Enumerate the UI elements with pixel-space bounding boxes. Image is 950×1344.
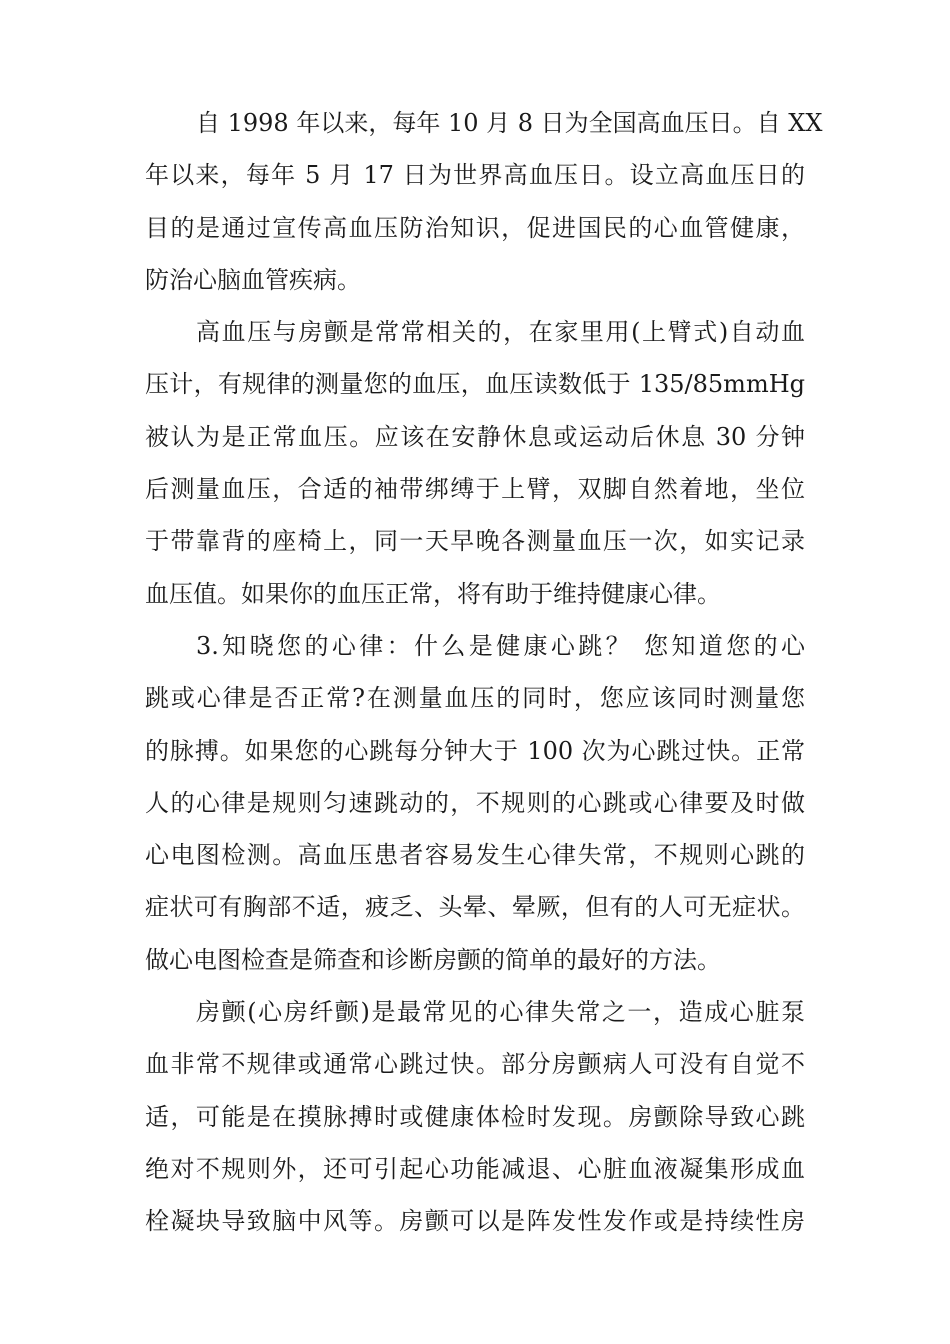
text-line: 心电图检测。高血压患者容易发生心律失常，不规则心跳的 (145, 841, 805, 870)
text-line: 被认为是正常血压。应该在安静休息或运动后休息 30 分钟 (145, 422, 805, 451)
text-line: 压计，有规律的测量您的血压，血压读数低于 135/85mmHg (145, 370, 805, 399)
paragraph-3 (145, 620, 805, 986)
text-line: 血非常不规律或通常心跳过快。部分房颤病人可没有自觉不 (145, 1050, 805, 1079)
text-line: 目的是通过宣传高血压防治知识，促进国民的心血管健康， (145, 213, 805, 242)
text-line: 症状可有胸部不适，疲乏、头晕、晕厥，但有的人可无症状。 (145, 893, 805, 922)
text-line: 跳或心律是否正常?在测量血压的同时，您应该同时测量您 (145, 684, 805, 713)
text-line: 后测量血压，合适的袖带绑缚于上臂，双脚自然着地，坐位 (145, 475, 805, 504)
text-line: 适，可能是在摸脉搏时或健康体检时发现。房颤除导致心跳 (145, 1102, 805, 1131)
text-line: 人的心律是规则匀速跳动的，不规则的心跳或心律要及时做 (145, 788, 805, 817)
text-line: 的脉搏。如果您的心跳每分钟大于 100 次为心跳过快。正常 (145, 736, 805, 765)
text-line: 绝对不规则外，还可引起心功能减退、心脏血液凝集形成血 (145, 1154, 805, 1183)
text-line: 防治心脑血管疾病。 (145, 265, 361, 294)
text-line: 于带靠背的座椅上，同一天早晚各测量血压一次，如实记录 (145, 527, 805, 556)
text-line: 高血压与房颤是常常相关的，在家里用(上臂式)自动血 (196, 318, 805, 347)
paragraph-2 (145, 306, 805, 620)
text-line: 3.知晓您的心律：什么是健康心跳？ 您知道您的心 (196, 631, 805, 660)
document-body (145, 97, 823, 1248)
text-line: 自 1998 年以来，每年 10 月 8 日为全国高血压日。自 XX (196, 109, 823, 137)
text-line: 栓凝块导致脑中风等。房颤可以是阵发性发作或是持续性房 (145, 1207, 805, 1236)
text-line: 做心电图检查是筛查和诊断房颤的简单的最好的方法。 (145, 945, 721, 974)
text-line: 房颤(心房纤颤)是最常见的心律失常之一，造成心脏泵 (196, 998, 805, 1027)
text-line: 血压值。如果你的血压正常，将有助于维持健康心律。 (145, 579, 721, 608)
paragraph-4 (145, 986, 805, 1247)
paragraph-1 (145, 97, 823, 306)
text-line: 年以来，每年 5 月 17 日为世界高血压日。设立高血压日的 (145, 161, 805, 190)
